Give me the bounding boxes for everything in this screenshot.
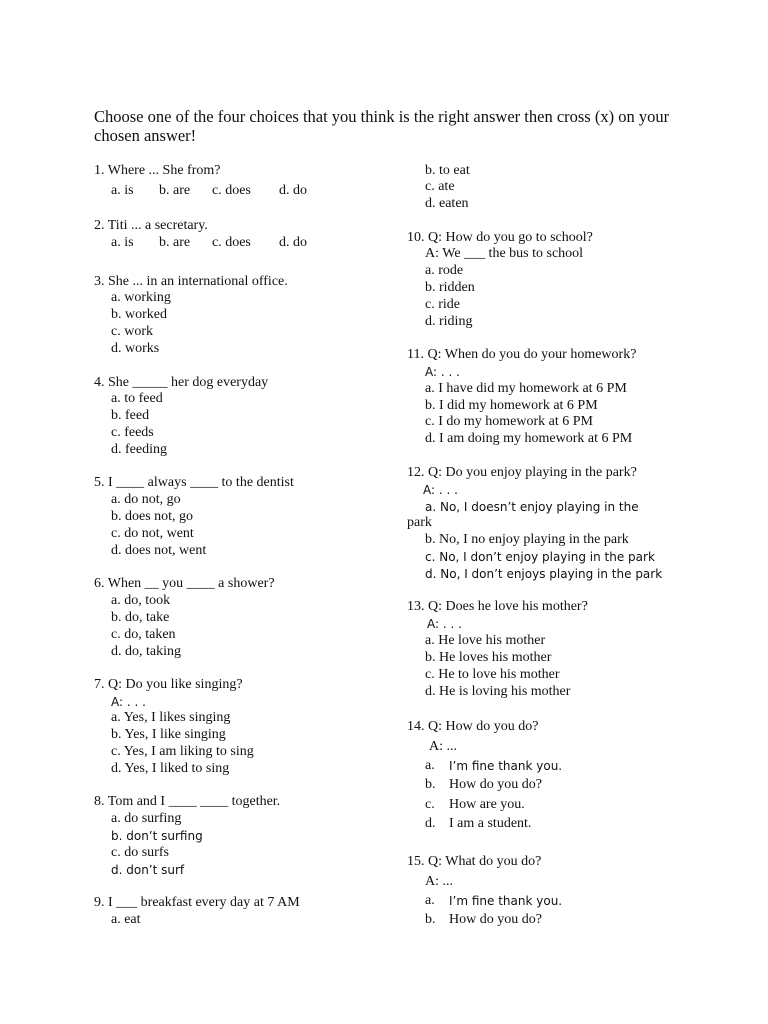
option-14c: How are you. xyxy=(449,797,525,812)
option-14c-letter: c. xyxy=(425,797,435,812)
option-5a: a. do not, go xyxy=(111,492,181,507)
option-12b: b. No, I no enjoy playing in the park xyxy=(425,532,629,547)
option-7c: c. Yes, I am liking to sing xyxy=(111,744,254,759)
option-4b: b. feed xyxy=(111,408,150,423)
question-7: 7. Q: Do you like singing? xyxy=(94,677,243,692)
option-5d: d. does not, went xyxy=(111,543,207,558)
option-6b: b. do, take xyxy=(111,610,170,625)
answer-11: A: . . . xyxy=(425,365,460,379)
option-14a: I’m fine thank you. xyxy=(449,759,563,773)
option-13d: d. He is loving his mother xyxy=(425,684,571,699)
option-12c: c. No, I don’t enjoy playing in the park xyxy=(425,550,655,564)
answer-10: A: We ___ the bus to school xyxy=(425,246,584,261)
answer-12: A: . . . xyxy=(423,483,458,497)
option-15b: How do you do? xyxy=(449,912,542,927)
option-8d: d. don’t surf xyxy=(111,863,185,877)
option-1b: b. are xyxy=(159,183,191,198)
option-11a: a. I have did my homework at 6 PM xyxy=(425,381,627,396)
question-14: 14. Q: How do you do? xyxy=(407,719,539,734)
option-14b: How do you do? xyxy=(449,777,542,792)
option-14b-letter: b. xyxy=(425,777,436,792)
question-8: 8. Tom and I ____ ____ together. xyxy=(94,794,281,809)
question-4: 4. She _____ her dog everyday xyxy=(94,375,269,390)
question-2: 2. Titi ... a secretary. xyxy=(94,218,208,233)
option-13c: c. He to love his mother xyxy=(425,667,560,682)
option-15b-letter: b. xyxy=(425,912,436,927)
option-8a: a. do surfing xyxy=(111,811,182,826)
question-3: 3. She ... in an international office. xyxy=(94,274,288,289)
option-8c: c. do surfs xyxy=(111,845,169,860)
answer-13: A: . . . xyxy=(427,617,462,631)
option-1d: d. do xyxy=(279,183,307,198)
option-2b: b. are xyxy=(159,235,191,250)
option-10b: b. ridden xyxy=(425,280,475,295)
option-14d-letter: d. xyxy=(425,816,436,831)
option-2d: d. do xyxy=(279,235,307,250)
option-14a-letter: a. xyxy=(425,758,435,773)
option-1a: a. is xyxy=(111,183,134,198)
option-6c: c. do, taken xyxy=(111,627,176,642)
option-9b: b. to eat xyxy=(425,163,470,178)
option-6a: a. do, took xyxy=(111,593,171,608)
option-1c: c. does xyxy=(212,183,251,198)
option-10d: d. riding xyxy=(425,314,473,329)
option-13a: a. He love his mother xyxy=(425,633,546,648)
option-10a: a. rode xyxy=(425,263,464,278)
option-8b: b. don’t surfing xyxy=(111,829,203,843)
option-7b: b. Yes, I like singing xyxy=(111,727,226,742)
option-14d: I am a student. xyxy=(449,816,532,831)
option-7a: a. Yes, I likes singing xyxy=(111,710,231,725)
option-5b: b. does not, go xyxy=(111,509,194,524)
question-13: 13. Q: Does he love his mother? xyxy=(407,599,588,614)
option-3b: b. worked xyxy=(111,307,167,322)
option-2c: c. does xyxy=(212,235,251,250)
option-2a: a. is xyxy=(111,235,134,250)
question-5: 5. I ____ always ____ to the dentist xyxy=(94,475,294,490)
option-9a: a. eat xyxy=(111,912,141,927)
question-9: 9. I ___ breakfast every day at 7 AM xyxy=(94,895,300,910)
option-9c: c. ate xyxy=(425,179,455,194)
option-15a: I’m fine thank you. xyxy=(449,894,563,908)
option-5c: c. do not, went xyxy=(111,526,194,541)
question-11: 11. Q: When do you do your homework? xyxy=(407,347,637,362)
option-7d: d. Yes, I liked to sing xyxy=(111,761,230,776)
answer-14: A: ... xyxy=(429,739,457,754)
question-6: 6. When __ you ____ a shower? xyxy=(94,576,275,591)
option-15a-letter: a. xyxy=(425,893,435,908)
option-11d: d. I am doing my homework at 6 PM xyxy=(425,431,633,446)
option-6d: d. do, taking xyxy=(111,644,181,659)
option-9d: d. eaten xyxy=(425,196,469,211)
answer-15: A: ... xyxy=(425,874,453,889)
option-10c: c. ride xyxy=(425,297,460,312)
option-13b: b. He loves his mother xyxy=(425,650,552,665)
option-12d: d. No, I don’t enjoys playing in the park xyxy=(425,567,663,581)
option-11c: c. I do my homework at 6 PM xyxy=(425,414,593,429)
option-3c: c. work xyxy=(111,324,153,339)
option-4d: d. feeding xyxy=(111,442,167,457)
instructions: Choose one of the four choices that you think is the right answer then cross (x) on your chosen answer! xyxy=(94,107,670,145)
option-4c: c. feeds xyxy=(111,425,154,440)
question-12: 12. Q: Do you enjoy playing in the park? xyxy=(407,465,637,480)
option-12a: a. No, I doesn’t enjoy playing in the xyxy=(425,500,639,514)
option-3d: d. works xyxy=(111,341,160,356)
option-3a: a. working xyxy=(111,290,171,305)
option-4a: a. to feed xyxy=(111,391,163,406)
question-1: 1. Where ... She from? xyxy=(94,163,221,178)
question-10: 10. Q: How do you go to school? xyxy=(407,230,593,245)
answer-7: A: . . . xyxy=(111,695,146,709)
question-15: 15. Q: What do you do? xyxy=(407,854,542,869)
option-11b: b. I did my homework at 6 PM xyxy=(425,398,598,413)
option-12a-wrap: park xyxy=(407,515,432,530)
